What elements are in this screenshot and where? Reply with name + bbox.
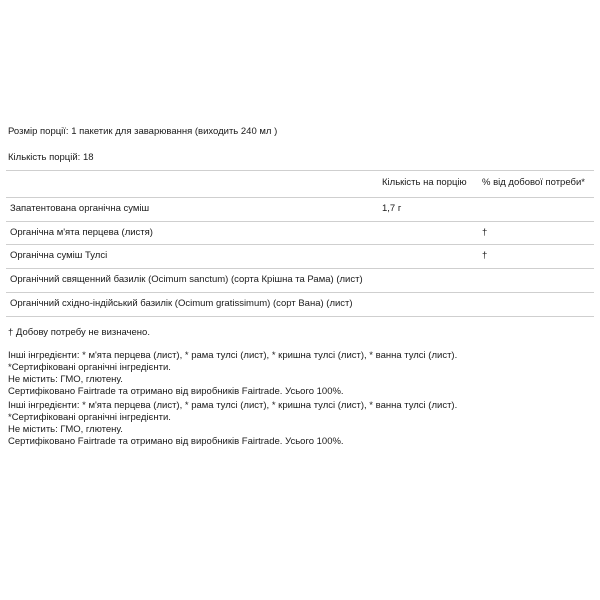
- row-amount: [378, 269, 478, 293]
- fairtrade-1: Сертифіковано Fairtrade та отримано від виробників Fairtrade. Усього 100%.: [8, 385, 344, 397]
- supplement-facts-panel: [6, 126, 594, 448]
- row-daily-value: [478, 269, 594, 293]
- certified-organic-2: *Сертифіковані органічні інгредієнти.: [8, 412, 171, 424]
- row-daily-value: [478, 293, 594, 317]
- free-from-2: Не містить: ГМО, глютену.: [8, 424, 123, 436]
- certified-organic-1: *Сертифіковані органічні інгредієнти.: [8, 361, 171, 373]
- row-name: Запатентована органічна суміш: [6, 197, 378, 221]
- row-name: Органічна суміш Тулсі: [6, 245, 378, 269]
- header-amount: Кількість на порцію: [378, 170, 478, 197]
- row-daily-value: †: [478, 221, 594, 245]
- row-daily-value: †: [478, 245, 594, 269]
- table-row: [6, 221, 594, 245]
- other-ingredients-1: Інші інгредієнти: * м'ята перцева (лист), * рама тулсі (лист), * кришна тулсі (лист), * ванна тулсі (лист).: [8, 349, 458, 361]
- footnote-dagger: † Добову потребу не визначено.: [8, 327, 150, 338]
- row-amount: 1,7 г: [378, 197, 478, 221]
- table-row: [6, 245, 594, 269]
- table-header-row: [6, 170, 594, 197]
- table-row: [6, 293, 594, 317]
- row-daily-value: [478, 197, 594, 221]
- row-name: Органічний східно-індійський базилік (Ocimum gratissimum) (сорт Вана) (лист): [6, 293, 378, 317]
- row-amount: [378, 293, 478, 317]
- row-amount: [378, 221, 478, 245]
- free-from-1: Не містить: ГМО, глютену.: [8, 373, 123, 385]
- servings-per-container: Кількість порцій: 18: [8, 151, 94, 163]
- serving-size: Розмір порції: 1 пакетик для заварювання (виходить 240 мл ): [8, 126, 278, 137]
- row-amount: [378, 245, 478, 269]
- row-name: Органічний священний базилік (Ocimum sanctum) (сорта Крішна та Рама) (лист): [6, 269, 378, 293]
- notes-section: [6, 327, 594, 448]
- header-name: [6, 170, 378, 197]
- nutrition-table: [6, 170, 594, 317]
- table-row: [6, 197, 594, 221]
- table-row: [6, 269, 594, 293]
- fairtrade-2: Сертифіковано Fairtrade та отримано від виробників Fairtrade. Усього 100%.: [8, 436, 344, 447]
- other-ingredients-2: Інші інгредієнти: * м'ята перцева (лист), * рама тулсі (лист), * кришна тулсі (лист), * ванна тулсі (лист).: [8, 400, 458, 412]
- header-daily-value: % від добової потреби*: [478, 170, 594, 197]
- row-name: Органічна м'ята перцева (листя): [6, 221, 378, 245]
